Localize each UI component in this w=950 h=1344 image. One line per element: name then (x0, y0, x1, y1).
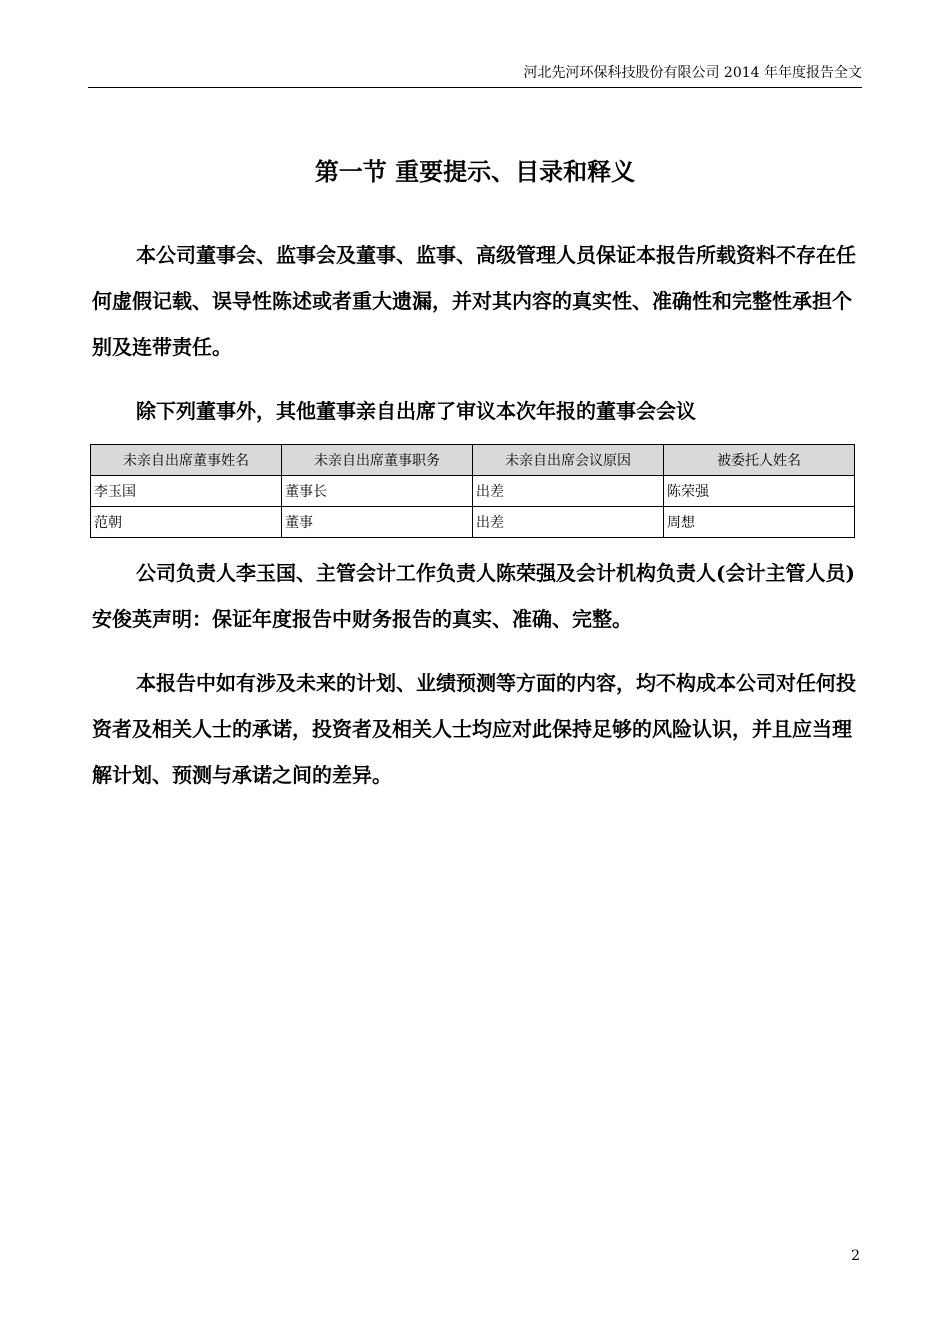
table-header-row (91, 445, 855, 476)
absent-directors-table (90, 444, 855, 538)
header-rule (88, 87, 862, 88)
column-header: 未亲自出席董事职务 (282, 445, 473, 476)
forward-looking-paragraph: 本报告中如有涉及未来的计划、业绩预测等方面的内容，均不构成本公司对任何投资者及相关人士的承诺，投资者及相关人士均应对此保持足够的风险认识，并且应当理解计划、预测与承诺之间的差异。 (92, 671, 856, 787)
absence-intro-paragraph: 除下列董事外，其他董事亲自出席了审议本次年报的董事会会议 (136, 399, 696, 423)
board-guarantee-paragraph: 本公司董事会、监事会及董事、监事、高级管理人员保证本报告所载资料不存在任何虚假记载、误导性陈述或者重大遗漏，并对其内容的真实性、准确性和完整性承担个别及连带责任。 (92, 243, 856, 359)
column-header: 未亲自出席会议原因 (473, 445, 664, 476)
table-cell: 出差 (473, 476, 664, 507)
table-cell: 董事长 (282, 476, 473, 507)
column-header: 被委托人姓名 (664, 445, 855, 476)
table-cell: 李玉国 (91, 476, 282, 507)
running-header: 河北先河环保科技股份有限公司 2014 年年度报告全文 (523, 65, 862, 81)
section-title: 第一节 重要提示、目录和释义 (314, 157, 636, 186)
column-header: 未亲自出席董事姓名 (91, 445, 282, 476)
table-cell: 董事 (282, 507, 473, 538)
table-cell: 周想 (664, 507, 855, 538)
table-cell: 出差 (473, 507, 664, 538)
table-cell: 范朝 (91, 507, 282, 538)
table-cell: 陈荣强 (664, 476, 855, 507)
table-row (91, 507, 855, 538)
table-row (91, 476, 855, 507)
page-number: 2 (851, 1248, 860, 1264)
financial-statement-paragraph: 公司负责人李玉国、主管会计工作负责人陈荣强及会计机构负责人(会计主管人员)安俊英声明：保证年度报告中财务报告的真实、准确、完整。 (92, 561, 855, 631)
